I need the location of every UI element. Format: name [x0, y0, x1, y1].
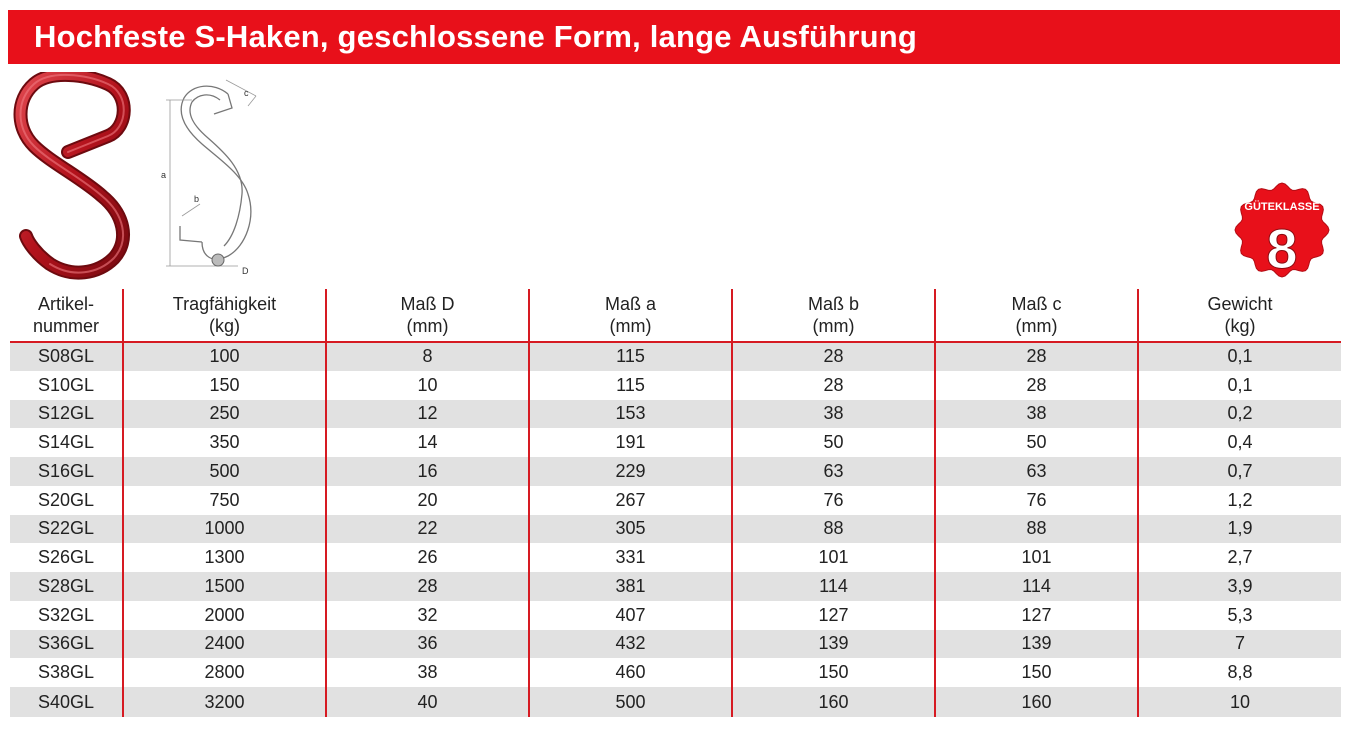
weight-cell: 3,9	[1138, 572, 1341, 601]
dimension-d-cell: 26	[326, 543, 529, 572]
article-number-cell: S08GL	[10, 342, 123, 371]
dimension-a-cell: 381	[529, 572, 732, 601]
dimension-b-cell: 38	[732, 400, 935, 429]
dimension-b-cell: 88	[732, 515, 935, 544]
capacity-cell: 1300	[123, 543, 326, 572]
table-header-row	[10, 289, 1341, 342]
dimension-c-cell: 139	[935, 630, 1138, 659]
article-number-cell: S28GL	[10, 572, 123, 601]
dimension-b-cell: 160	[732, 687, 935, 717]
dimension-c-cell: 38	[935, 400, 1138, 429]
dimension-a-cell: 115	[529, 342, 732, 371]
dimension-a-cell: 331	[529, 543, 732, 572]
capacity-cell: 250	[123, 400, 326, 429]
dimension-c-cell: 76	[935, 486, 1138, 515]
dimension-b-cell: 28	[732, 342, 935, 371]
header-dimension-a: Maß a (mm)	[529, 289, 732, 342]
specification-table	[10, 289, 1341, 717]
dimension-c-cell: 28	[935, 371, 1138, 400]
article-number-cell: S40GL	[10, 687, 123, 717]
dimension-a-cell: 460	[529, 658, 732, 687]
weight-cell: 5,3	[1138, 601, 1341, 630]
weight-cell: 0,1	[1138, 342, 1341, 371]
dimension-a-cell: 153	[529, 400, 732, 429]
weight-cell: 8,8	[1138, 658, 1341, 687]
dimension-a-label: a	[161, 170, 167, 180]
header-dimension-c: Maß c (mm)	[935, 289, 1138, 342]
article-number-cell: S16GL	[10, 457, 123, 486]
table-row	[10, 515, 1341, 544]
article-number-cell: S12GL	[10, 400, 123, 429]
capacity-cell: 1000	[123, 515, 326, 544]
badge-number: 8	[1266, 217, 1298, 280]
grade-8-badge	[1228, 180, 1336, 280]
dimension-d-cell: 38	[326, 658, 529, 687]
table-row	[10, 486, 1341, 515]
capacity-cell: 2800	[123, 658, 326, 687]
article-number-cell: S26GL	[10, 543, 123, 572]
table-row	[10, 457, 1341, 486]
dimension-d-label: D	[242, 266, 249, 276]
dimension-a-cell: 407	[529, 601, 732, 630]
dimension-a-cell: 191	[529, 428, 732, 457]
article-number-cell: S20GL	[10, 486, 123, 515]
capacity-cell: 150	[123, 371, 326, 400]
article-number-cell: S22GL	[10, 515, 123, 544]
article-number-cell: S10GL	[10, 371, 123, 400]
s-hook-dimension-drawing	[152, 70, 270, 282]
weight-cell: 0,1	[1138, 371, 1341, 400]
dimension-b-cell: 114	[732, 572, 935, 601]
capacity-cell: 350	[123, 428, 326, 457]
dimension-b-cell: 101	[732, 543, 935, 572]
dimension-a-cell: 500	[529, 687, 732, 717]
dimension-a-cell: 305	[529, 515, 732, 544]
dimension-d-cell: 36	[326, 630, 529, 659]
dimension-c-label: c	[244, 88, 249, 98]
dimension-d-cell: 8	[326, 342, 529, 371]
header-article-number: Artikel- nummer	[10, 289, 123, 342]
dimension-c-cell: 63	[935, 457, 1138, 486]
capacity-cell: 2000	[123, 601, 326, 630]
weight-cell: 7	[1138, 630, 1341, 659]
table-row	[10, 371, 1341, 400]
table-row	[10, 658, 1341, 687]
table-row	[10, 630, 1341, 659]
dimension-c-cell: 160	[935, 687, 1138, 717]
title-banner	[8, 10, 1340, 64]
weight-cell: 1,9	[1138, 515, 1341, 544]
badge-label: GÜTEKLASSE	[1244, 201, 1320, 213]
table-body	[10, 342, 1341, 717]
dimension-c-cell: 114	[935, 572, 1138, 601]
page-title: Hochfeste S-Haken, geschlossene Form, lange Ausführung	[34, 19, 917, 54]
dimension-c-cell: 88	[935, 515, 1138, 544]
dimension-b-cell: 76	[732, 486, 935, 515]
dimension-d-cell: 20	[326, 486, 529, 515]
weight-cell: 1,2	[1138, 486, 1341, 515]
dimension-b-cell: 150	[732, 658, 935, 687]
dimension-c-cell: 150	[935, 658, 1138, 687]
capacity-cell: 500	[123, 457, 326, 486]
s-hook-product-image	[10, 72, 142, 284]
table-row	[10, 400, 1341, 429]
table-row	[10, 572, 1341, 601]
header-dimension-b: Maß b (mm)	[732, 289, 935, 342]
dimension-d-cell: 32	[326, 601, 529, 630]
dimension-b-cell: 63	[732, 457, 935, 486]
table-row	[10, 687, 1341, 717]
dimension-b-cell: 28	[732, 371, 935, 400]
article-number-cell: S32GL	[10, 601, 123, 630]
dimension-d-cell: 14	[326, 428, 529, 457]
table-row	[10, 428, 1341, 457]
table-row	[10, 543, 1341, 572]
table-row	[10, 601, 1341, 630]
dimension-b-label: b	[194, 194, 200, 204]
capacity-cell: 1500	[123, 572, 326, 601]
dimension-c-cell: 28	[935, 342, 1138, 371]
weight-cell: 2,7	[1138, 543, 1341, 572]
dimension-d-cell: 28	[326, 572, 529, 601]
dimension-c-cell: 101	[935, 543, 1138, 572]
dimension-d-cell: 12	[326, 400, 529, 429]
weight-cell: 0,2	[1138, 400, 1341, 429]
weight-cell: 0,7	[1138, 457, 1341, 486]
article-number-cell: S14GL	[10, 428, 123, 457]
weight-cell: 0,4	[1138, 428, 1341, 457]
dimension-d-cell: 40	[326, 687, 529, 717]
dimension-d-cell: 16	[326, 457, 529, 486]
dimension-d-cell: 22	[326, 515, 529, 544]
dimension-a-cell: 432	[529, 630, 732, 659]
dimension-d-cell: 10	[326, 371, 529, 400]
capacity-cell: 750	[123, 486, 326, 515]
article-number-cell: S36GL	[10, 630, 123, 659]
weight-cell: 10	[1138, 687, 1341, 717]
header-dimension-d: Maß D (mm)	[326, 289, 529, 342]
capacity-cell: 2400	[123, 630, 326, 659]
dimension-a-cell: 229	[529, 457, 732, 486]
capacity-cell: 3200	[123, 687, 326, 717]
dimension-a-cell: 267	[529, 486, 732, 515]
rod-cross-section	[212, 254, 224, 266]
dimension-b-cell: 139	[732, 630, 935, 659]
header-weight: Gewicht (kg)	[1138, 289, 1341, 342]
dimension-a-cell: 115	[529, 371, 732, 400]
header-capacity: Tragfähigkeit (kg)	[123, 289, 326, 342]
dimension-c-cell: 50	[935, 428, 1138, 457]
dimension-b-cell: 127	[732, 601, 935, 630]
article-number-cell: S38GL	[10, 658, 123, 687]
table-row	[10, 342, 1341, 371]
dimension-b-cell: 50	[732, 428, 935, 457]
capacity-cell: 100	[123, 342, 326, 371]
dimension-c-cell: 127	[935, 601, 1138, 630]
